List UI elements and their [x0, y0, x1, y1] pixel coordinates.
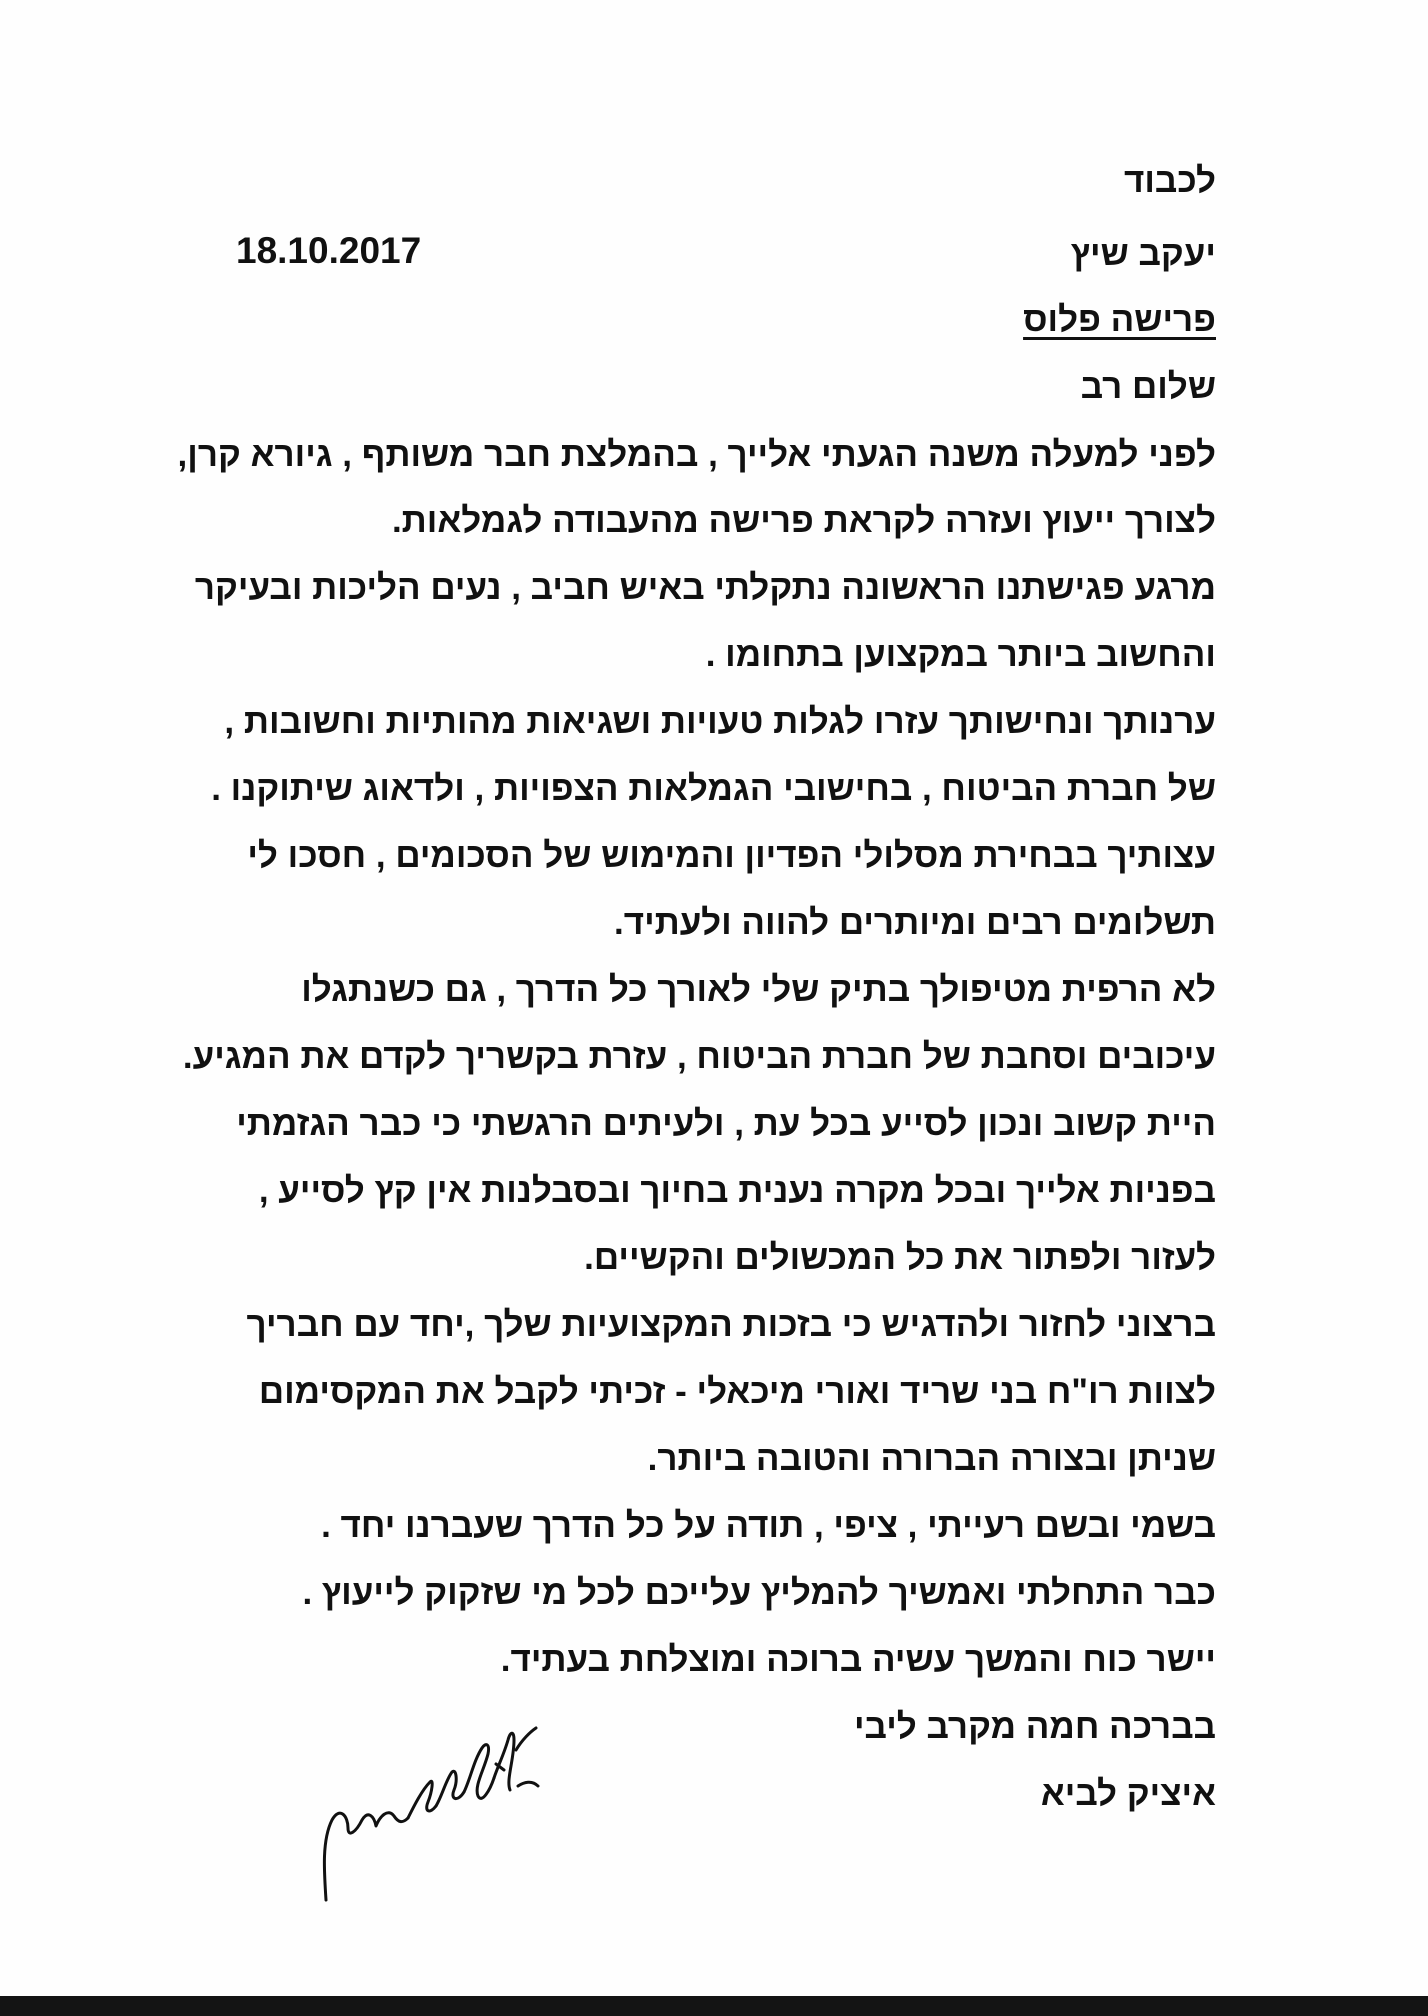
closing: בברכה חמה מקרב ליבי [853, 1707, 1216, 1746]
body-line: והחשוב ביותר במקצוען בתחומו . [705, 635, 1216, 674]
body-line: עיכובים וסחבת של חברת הביטוח , עזרת בקשריך לקדם את המגיע. [182, 1037, 1216, 1076]
body-line: עצותיך בבחירת מסלולי הפדיון והמימוש של הסכומים , חסכו לי [247, 836, 1216, 875]
letter-date: 18.10.2017 [236, 230, 422, 271]
body-line: של חברת הביטוח , בחישובי הגמלאות הצפויות , ולדאוג שיתוקנו . [211, 769, 1216, 808]
body-line: ערנותך ונחישותך עזרו לגלות טעויות ושגיאות מהותיות וחשובות , [224, 702, 1216, 741]
body-line: יישר כוח והמשך עשיה ברוכה ומוצלחת בעתיד. [500, 1640, 1216, 1679]
greeting: שלום רב [1080, 367, 1216, 406]
body-line: מרגע פגישתנו הראשונה נתקלתי באיש חביב , נעים הליכות ובעיקר [194, 568, 1216, 607]
body-line: היית קשוב ונכון לסייע בכל עת , ולעיתים הרגשתי כי כבר הגזמתי [236, 1104, 1216, 1143]
signer-name: איציק לביא [1040, 1774, 1216, 1813]
body-line: ברצוני לחזור ולהדגיש כי בזכות המקצועיות שלך ,יחד עם חבריך [246, 1305, 1216, 1344]
body-line: שניתן ובצורה הברורה והטובה ביותר. [647, 1439, 1216, 1478]
body-line: לפני למעלה משנה הגעתי אלייך , בהמלצת חבר משותף , גיורא קרן, [177, 435, 1216, 474]
body-line: בפניות אלייך ובכל מקרה נענית בחיוך ובסבלנות אין קץ לסייע , [258, 1171, 1216, 1210]
body-line: בשמי ובשם רעייתי , ציפי , תודה על כל הדרך שעברנו יחד . [321, 1506, 1216, 1545]
body-line: כבר התחלתי ואמשיך להמליץ עלייכם לכל מי שזקוק לייעוץ . [302, 1573, 1216, 1612]
body-line: לצורך ייעוץ ועזרה לקראת פרישה מהעבודה לגמלאות. [391, 501, 1216, 540]
recipient-name: יעקב שיץ [1070, 234, 1216, 273]
body-line: תשלומים רבים ומיותרים להווה ולעתיד. [614, 903, 1216, 942]
body-line: לצוות רו"ח בני שריד ואורי מיכאלי - זכיתי לקבל את המקסימום [258, 1372, 1216, 1411]
body-line: לא הרפית מטיפולך בתיק שלי לאורך כל הדרך , גם כשנתגלו [301, 970, 1216, 1009]
salutation-to: לכבוד [1123, 161, 1216, 200]
handwritten-signature-icon [318, 1720, 588, 1910]
scan-edge [0, 1996, 1428, 2016]
company-name: פרישה פלוס [1023, 300, 1216, 339]
body-line: לעזור ולפתור את כל המכשולים והקשיים. [584, 1238, 1216, 1277]
